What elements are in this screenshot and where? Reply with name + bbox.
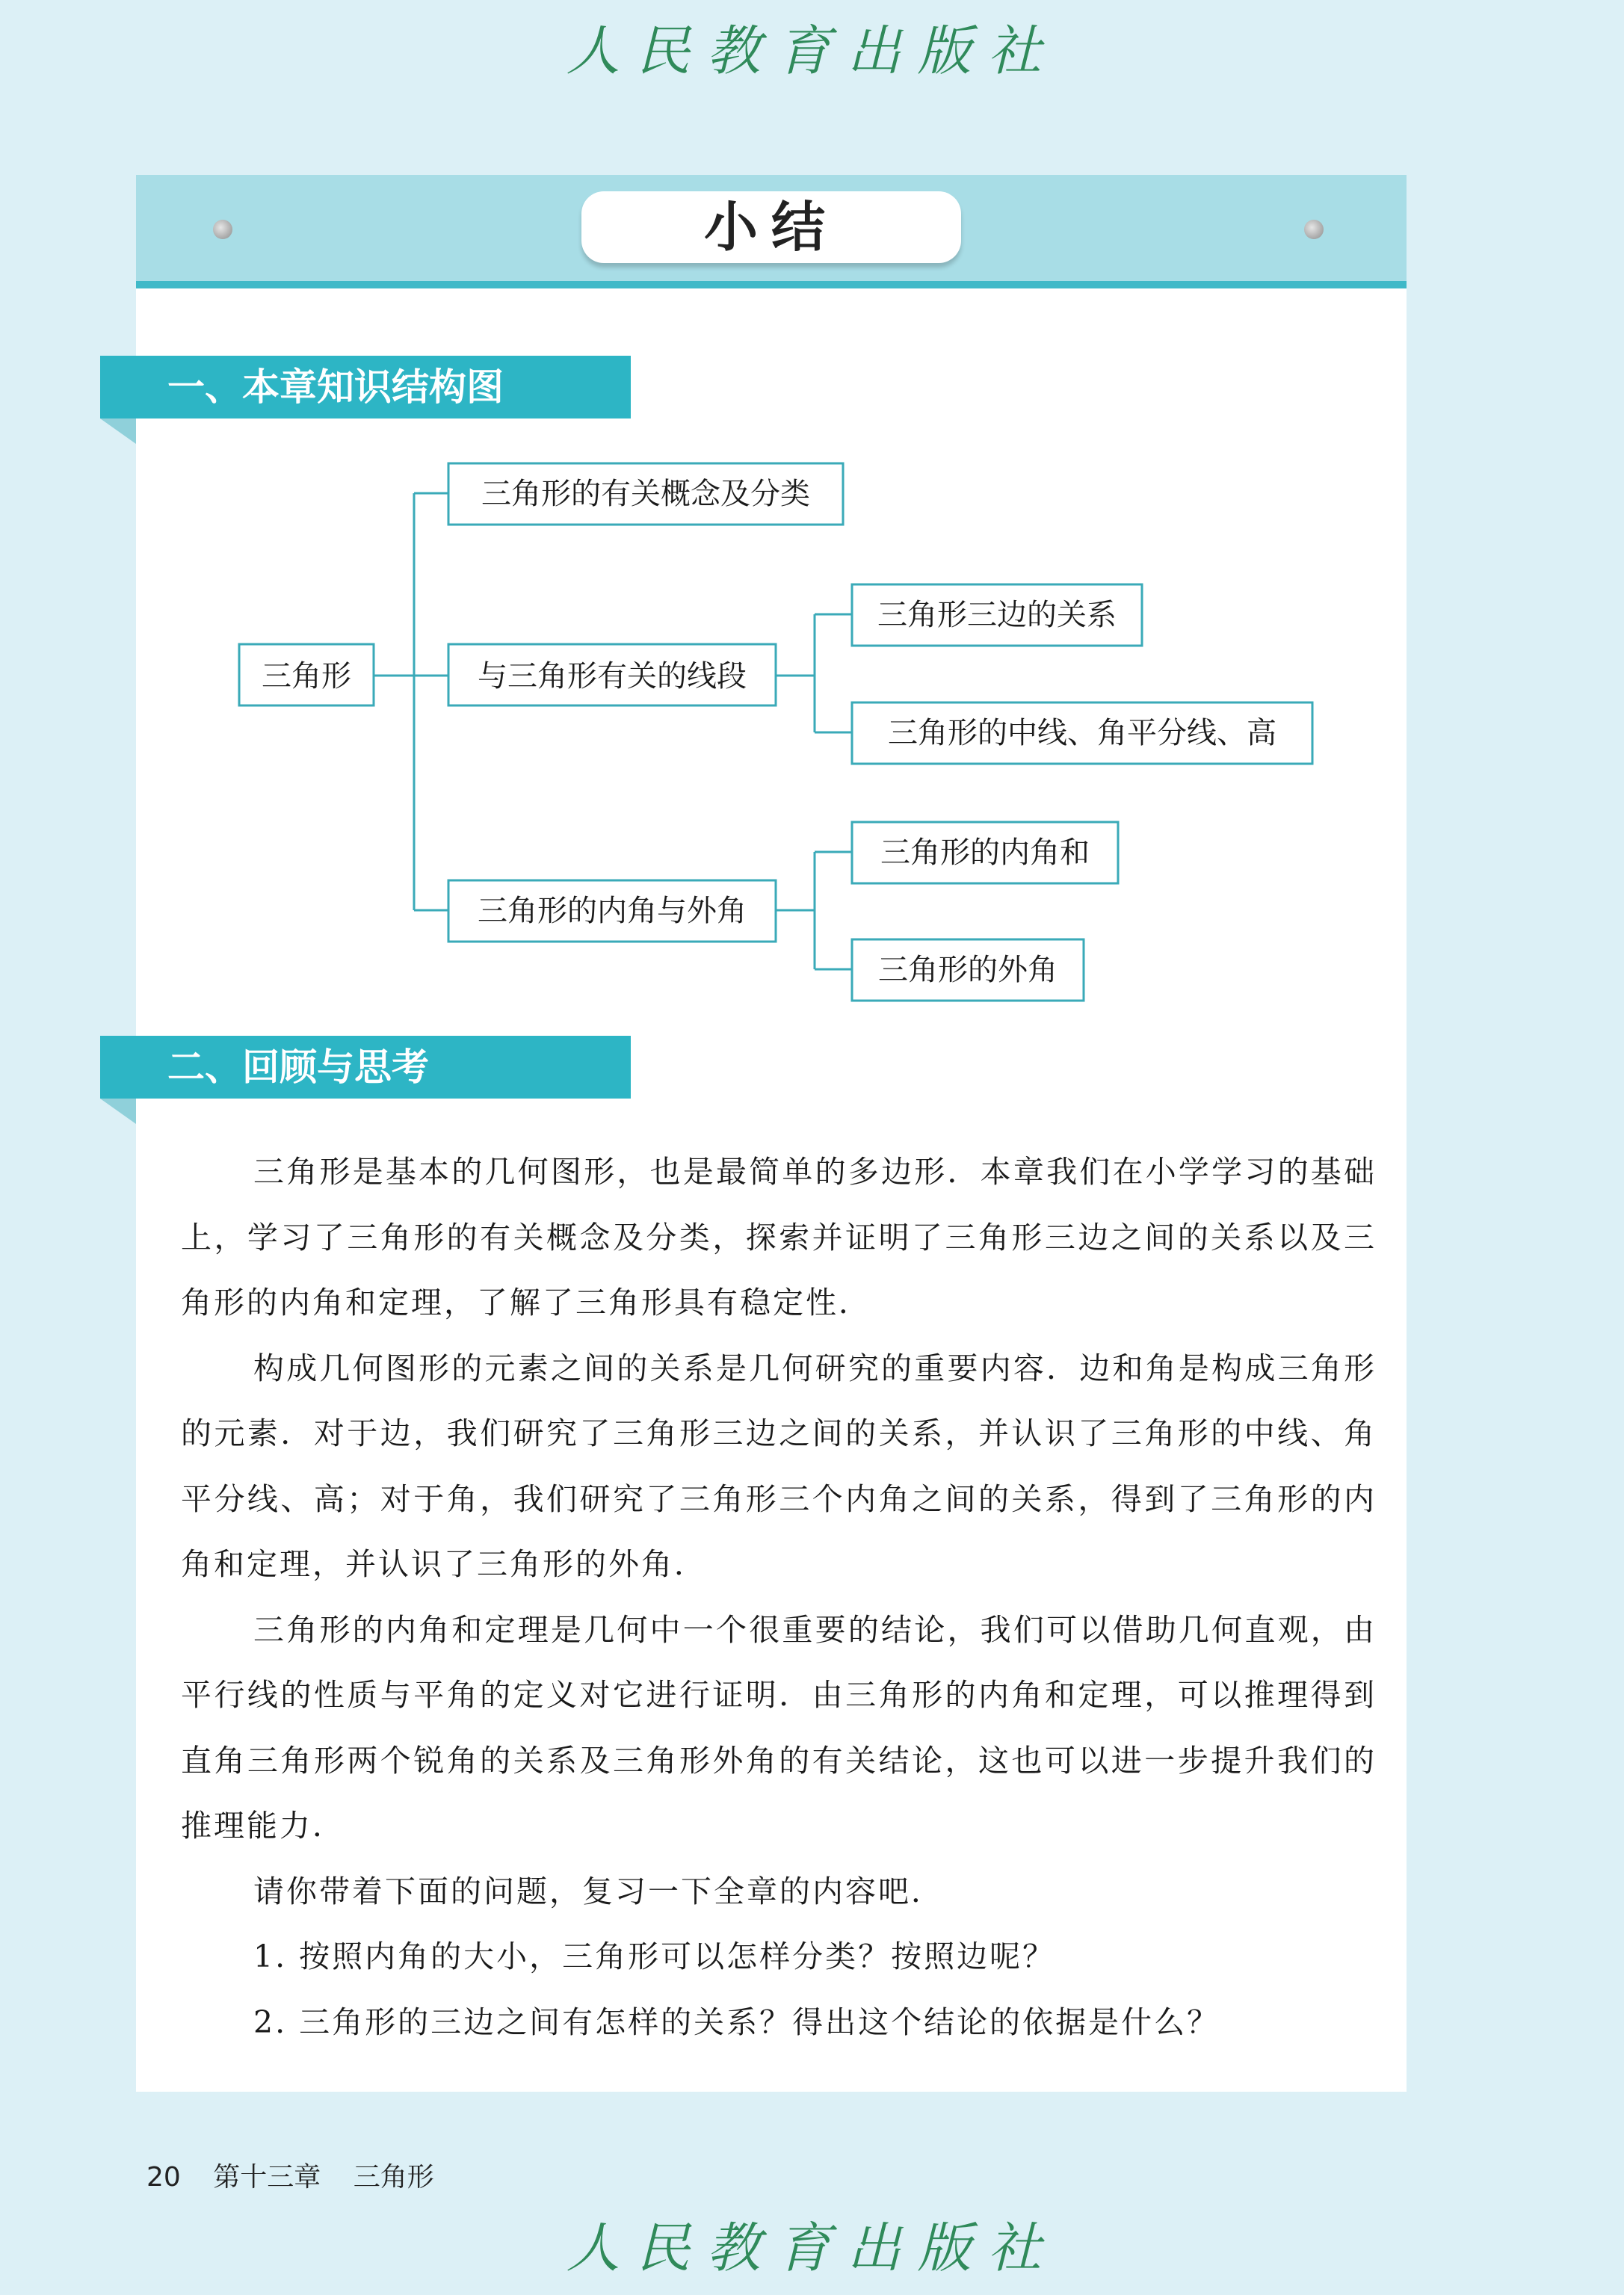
diagram-node-sides-relation (852, 584, 1142, 646)
svg-text:三角形: 三角形 (262, 659, 351, 694)
question-item: 1. 按照内角的大小，三角形可以怎样分类？按照边呢？ (253, 1939, 1056, 1974)
diagram-node-interior-angle-sum (852, 822, 1118, 883)
page-number: 20 (146, 2162, 181, 2193)
diagram-node-exterior-angle (852, 939, 1084, 1001)
section-fold-decoration (100, 1099, 136, 1124)
svg-text:三角形的中线、角平分线、高: 三角形的中线、角平分线、高 (888, 716, 1276, 750)
diagram-node-median-bisector-altitude (852, 702, 1312, 764)
section-heading-structure: 一、本章知识结构图 (100, 356, 631, 418)
publisher-watermark-top: 人民教育出版社 (566, 19, 1058, 82)
svg-text:与三角形有关的线段: 与三角形有关的线段 (478, 659, 747, 694)
chapter-title: 三角形 (353, 2162, 434, 2193)
chapter-label: 第十三章 (213, 2162, 321, 2193)
publisher-watermark-bottom: 人民教育出版社 (566, 2217, 1058, 2279)
svg-text:三角形的外角: 三角形的外角 (878, 953, 1058, 987)
diagram-node-root (239, 644, 374, 705)
svg-text:三角形的内角与外角: 三角形的内角与外角 (478, 894, 747, 928)
paragraph: 三角形是基本的几何图形，也是最简单的多边形．本章我们在小学学习的基础上，学习了三角形的有关概念及分类，探索并证明了三角形三边之间的关系以及三角形的内角和定理，了解了三角形具有稳定性． (181, 1154, 1377, 1321)
review-text (181, 1140, 1377, 2055)
diagram-node-angles (448, 880, 776, 942)
diagram-node-concepts (448, 463, 843, 525)
paragraph: 构成几何图形的元素之间的关系是几何研究的重要内容．边和角是构成三角形的元素．对于边，我们研究了三角形三边之间的关系，并认识了三角形的中线、角平分线、高；对于角，我们研究了三角形三个内角之间的关系，得到了三角形的内角和定理，并认识了三角形的外角． (181, 1350, 1377, 1582)
svg-text:三角形三边的关系: 三角形三边的关系 (877, 598, 1117, 632)
svg-text:三角形的有关概念及分类: 三角形的有关概念及分类 (481, 477, 810, 511)
page-footer (146, 2156, 458, 2194)
question-item: 2. 三角形的三边之间有怎样的关系？得出这个结论的依据是什么？ (253, 2004, 1220, 2040)
paragraph: 请你带着下面的问题，复习一下全章的内容吧． (253, 1873, 944, 1909)
page-title: 小结 (581, 191, 961, 263)
section-heading-review: 二、回顾与思考 (100, 1036, 631, 1099)
svg-text:三角形的内角和: 三角形的内角和 (880, 835, 1090, 870)
paragraph: 三角形的内角和定理是几何中一个很重要的结论，我们可以借助几何直观，由平行线的性质与平角的定义对它进行证明．由三角形的内角和定理，可以推理得到直角三角形两个锐角的关系及三角形外角的有关结论，这也可以进一步提升我们的推理能力． (181, 1611, 1377, 1844)
diagram-node-segments (448, 644, 776, 705)
